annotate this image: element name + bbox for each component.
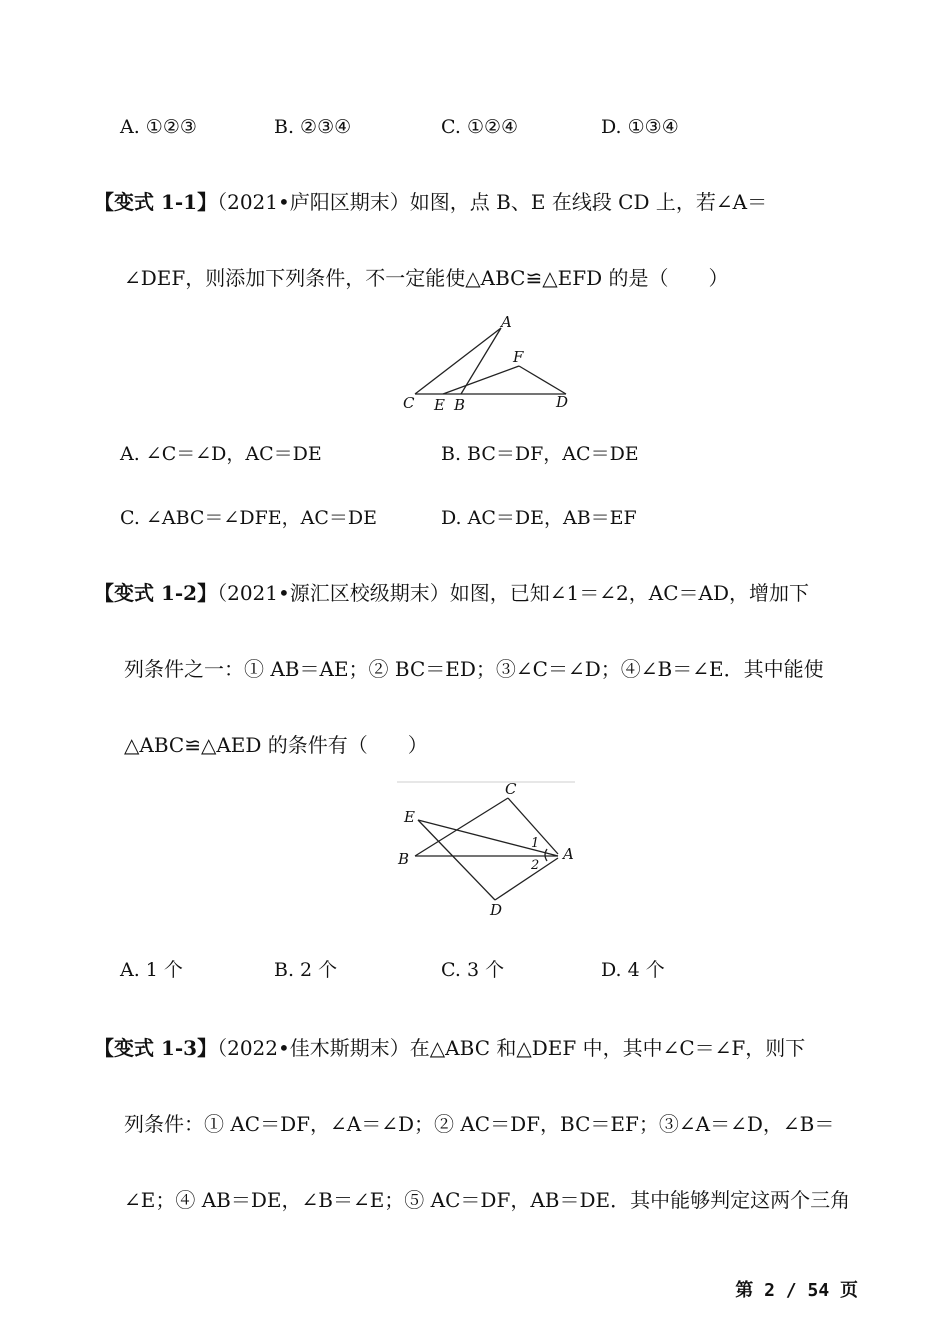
q1-option-c: C. ①②④ [441, 116, 519, 138]
label-c: C [505, 780, 517, 798]
q1-option-a: A. ①②③ [120, 116, 197, 138]
label-a: A [501, 313, 512, 331]
v13-line3: ∠E；④ AB＝DE，∠B＝∠E；⑤ AC＝DF，AB＝DE．其中能够判定这两个三角 [124, 1188, 851, 1212]
label-e: E [434, 396, 445, 414]
v12-option-c: C. 3 个 [441, 959, 505, 981]
v11-text1: （2021•庐阳区期末）如图，点 B、E 在线段 CD 上，若∠A＝ [217, 190, 768, 214]
v11-tag: 【变式 1-1】 [94, 190, 218, 214]
v11-option-b: B. BC＝DF，AC＝DE [441, 443, 639, 465]
page-number: 第 2 / 54 页 [735, 1280, 858, 1301]
angle-arc [545, 849, 547, 861]
v12-line3: △ABC≌△AED 的条件有（ ） [124, 733, 428, 757]
v12-figure [395, 778, 580, 923]
v13-line1 [94, 1036, 805, 1060]
v13-text1: （2022•佳木斯期末）在△ABC 和△DEF 中，其中∠C＝∠F，则下 [217, 1036, 806, 1060]
segment-fd [519, 366, 566, 394]
v12-text1: （2021•源汇区校级期末）如图，已知∠1＝∠2，AC＝AD，增加下 [217, 581, 809, 605]
label-d: D [556, 393, 569, 411]
segment-ca [415, 328, 501, 394]
label-b: B [398, 850, 410, 868]
segment-ed [418, 820, 495, 900]
v12-line1 [94, 581, 809, 605]
v11-option-a: A. ∠C＝∠D，AC＝DE [120, 443, 322, 465]
label-f: F [513, 348, 524, 366]
segment-ef [443, 366, 519, 394]
q1-option-b: B. ②③④ [274, 116, 352, 138]
label-a: A [563, 845, 574, 863]
label-c: C [403, 394, 415, 412]
label-d: D [490, 901, 503, 919]
v11-figure [395, 310, 585, 418]
v12-option-a: A. 1 个 [120, 959, 183, 981]
v12-option-d: D. 4 个 [601, 959, 665, 981]
label-angle-2: 2 [531, 858, 540, 873]
v11-option-c: C. ∠ABC＝∠DFE，AC＝DE [120, 507, 378, 529]
label-b: B [454, 396, 466, 414]
v11-line2: ∠DEF，则添加下列条件，不一定能使△ABC≌△EFD 的是（ ） [124, 266, 729, 290]
label-e: E [404, 808, 415, 826]
segment-cb [415, 798, 508, 856]
v12-tag: 【变式 1-2】 [94, 581, 218, 605]
q1-option-d: D. ①③④ [601, 116, 679, 138]
v11-option-d: D. AC＝DE，AB＝EF [441, 507, 637, 529]
v13-line2: 列条件：① AC＝DF，∠A＝∠D；② AC＝DF，BC＝EF；③∠A＝∠D，∠B＝ [124, 1112, 835, 1136]
v13-tag: 【变式 1-3】 [94, 1036, 218, 1060]
segment-da [495, 858, 558, 900]
label-angle-1: 1 [531, 836, 540, 851]
v12-line2: 列条件之一：① AB＝AE；② BC＝ED；③∠C＝∠D；④∠B＝∠E．其中能使 [124, 657, 824, 681]
v12-option-b: B. 2 个 [274, 959, 338, 981]
segment-ab [461, 328, 501, 394]
v11-line1 [94, 190, 767, 214]
